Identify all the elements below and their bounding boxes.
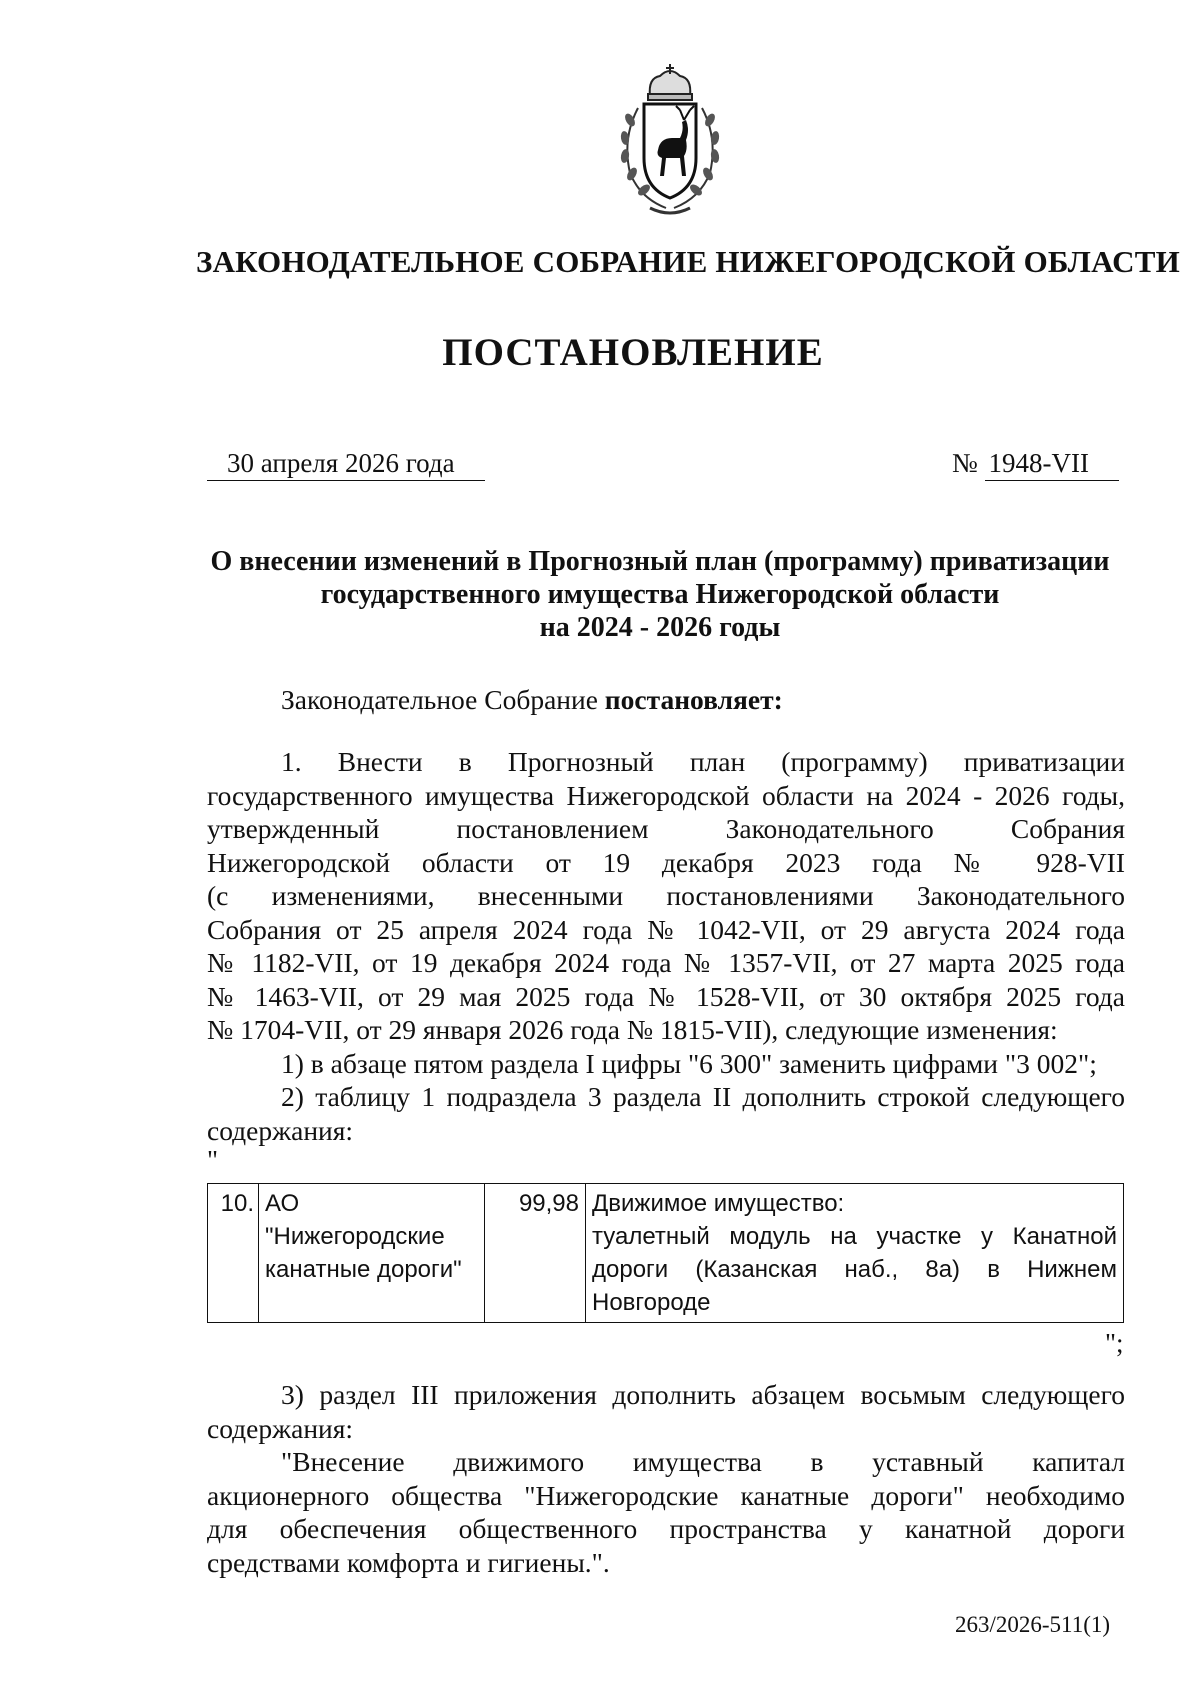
document-date: 30 апреля 2026 года — [207, 447, 485, 481]
item-1-line: Собрания от 25 апреля 2024 года № 1042-VII, от 29 августа 2024 года — [207, 913, 1125, 945]
desc-line: дороги (Казанская наб., 8а) в Нижнем — [592, 1256, 1117, 1283]
quote-line: акционерного общества "Нижегородские канатные дороги" необходимо — [207, 1479, 1125, 1511]
number-value: 1948-VII — [985, 447, 1119, 481]
item-1-line: № 1463-VII, от 29 мая 2025 года № 1528-VII, от 30 октября 2025 года — [207, 980, 1125, 1012]
resolves-bold: постановляет: — [604, 684, 783, 715]
sub-item-3-line-2: содержания: — [207, 1412, 354, 1444]
item-1-line: Нижегородской области от 19 декабря 2023 года № 928-VII — [207, 846, 1125, 878]
row-share: 99,98 — [485, 1184, 586, 1323]
item-1-paragraph — [207, 745, 1125, 1147]
sub-item-3-line-1: 3) раздел III приложения дополнить абзацем восьмым следующего — [281, 1379, 1125, 1410]
item-1-line: утвержденный постановлением Законодательного Собрания — [207, 813, 1125, 844]
org-name-line: канатные дороги" — [265, 1256, 462, 1283]
sub-item-2-line-1: 2) таблицу 1 подраздела 3 раздела II дополнить строкой следующего — [281, 1081, 1125, 1112]
resolves-paragraph — [207, 683, 1125, 717]
subject-line-1: О внесении изменений в Прогнозный план (программу) приватизации — [210, 546, 1110, 577]
sub-item-1: 1) в абзаце пятом раздела I цифры "6 300" заменить цифрами "3 002"; — [281, 1047, 1097, 1079]
item-1-line: 1. Внести в Прогнозный план (программу) приватизации — [281, 746, 1125, 777]
subject-line-3: на 2024 - 2026 годы — [539, 612, 781, 643]
item-1-line: № 1182-VII, от 19 декабря 2024 года № 1357-VII, от 27 марта 2025 года — [207, 947, 1125, 978]
org-name-line: АО — [265, 1190, 300, 1217]
sub-item-2-line-2: содержания: — [207, 1114, 354, 1146]
table-quote-open: " — [207, 1145, 219, 1175]
resolves-prefix: Законодательное Собрание — [281, 684, 605, 715]
sub-item-3-paragraph — [207, 1378, 1125, 1579]
table-quote-close: "; — [1105, 1328, 1124, 1358]
document-subject — [180, 545, 1140, 644]
footer-code: 263/2026-511(1) — [955, 1612, 1111, 1637]
subject-line-2: государственного имущества Нижегородской области — [320, 579, 1000, 610]
quote-line: "Внесение движимого имущества в уставный капитал — [281, 1446, 1125, 1477]
quote-line: средствами комфорта и гигиены.". — [207, 1546, 610, 1578]
row-description — [586, 1184, 1124, 1323]
desc-line: туалетный модуль на участке у Канатной — [592, 1223, 1117, 1250]
desc-line: Движимое имущество: — [592, 1190, 845, 1217]
quote-line: для обеспечения общественного пространства у канатной дороги — [207, 1513, 1125, 1544]
table-row — [208, 1184, 1124, 1323]
item-1-line: № 1704-VII, от 29 января 2026 года № 1815-VII), следующие изменения: — [207, 1014, 1058, 1045]
coat-of-arms-icon — [600, 58, 740, 218]
amendment-table — [207, 1183, 1124, 1323]
number-prefix: № — [952, 448, 978, 478]
organization-title: ЗАКОНОДАТЕЛЬНОЕ СОБРАНИЕ НИЖЕГОРОДСКОЙ ОБЛАСТИ — [196, 244, 1180, 279]
row-organization — [259, 1184, 485, 1323]
row-number: 10. — [208, 1184, 259, 1323]
document-number — [952, 447, 1119, 481]
org-name-line: "Нижегородские — [265, 1223, 445, 1250]
item-1-line: (с изменениями, внесенными постановлениями Законодательного — [207, 880, 1125, 911]
desc-line: Новгороде — [592, 1289, 711, 1316]
document-type: ПОСТАНОВЛЕНИЕ — [442, 331, 824, 374]
item-1-line: государственного имущества Нижегородской области на 2024 - 2026 годы, — [207, 779, 1125, 811]
